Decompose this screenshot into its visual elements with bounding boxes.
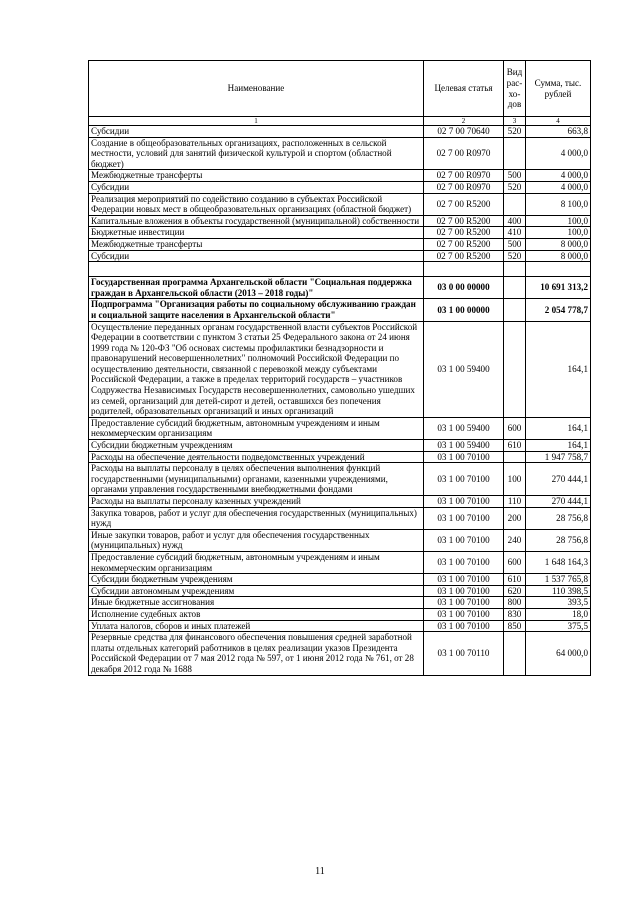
row-name: Государственная программа Архангельской области "Социальная поддержка граждан в Архангельской области (2013 – 2018 годы)" xyxy=(89,277,424,299)
table-row xyxy=(89,597,591,609)
row-kind xyxy=(504,451,526,463)
table-row xyxy=(89,215,591,227)
table-row xyxy=(89,507,591,529)
row-kind xyxy=(504,299,526,321)
row-name: Подпрограмма "Организация работы по социальному обслуживанию граждан и социальной защите населения в Архангельской области" xyxy=(89,299,424,321)
row-code: 03 1 00 70100 xyxy=(424,496,504,508)
row-sum: 270 444,1 xyxy=(526,463,591,496)
row-code: 02 7 00 R0970 xyxy=(424,137,504,170)
row-code: 03 1 00 70100 xyxy=(424,574,504,586)
row-kind: 500 xyxy=(504,238,526,250)
header-kind: Вид рас-хо-дов xyxy=(504,61,526,117)
row-name: Межбюджетные трансферты xyxy=(89,238,424,250)
row-sum: 1 648 164,3 xyxy=(526,551,591,573)
row-sum: 8 000,0 xyxy=(526,250,591,262)
row-code: 03 1 00 70100 xyxy=(424,608,504,620)
row-code: 02 7 00 R5200 xyxy=(424,227,504,239)
row-kind: 800 xyxy=(504,597,526,609)
table-row xyxy=(89,620,591,632)
row-name: Расходы на выплаты персоналу в целях обеспечения выполнения функций государственными (муниципальными) органами, казенными учреждениями, органами управления государственными внебюджетными фондами xyxy=(89,463,424,496)
row-code: 03 1 00 59400 xyxy=(424,321,504,417)
row-code: 03 1 00 70100 xyxy=(424,463,504,496)
row-kind xyxy=(504,277,526,299)
row-name: Уплата налогов, сборов и иных платежей xyxy=(89,620,424,632)
row-name: Субсидии бюджетным учреждениям xyxy=(89,574,424,586)
row-kind: 600 xyxy=(504,417,526,439)
table-row xyxy=(89,193,591,215)
row-name: Субсидии автономным учреждениям xyxy=(89,585,424,597)
header-code: Целевая статья xyxy=(424,61,504,117)
column-number-3: 3 xyxy=(504,117,526,126)
row-name: Субсидии бюджетным учреждениям xyxy=(89,440,424,452)
row-name: Субсидии xyxy=(89,181,424,193)
row-kind: 610 xyxy=(504,440,526,452)
row-code: 02 7 00 R5200 xyxy=(424,215,504,227)
row-kind: 100 xyxy=(504,463,526,496)
row-name: Реализация мероприятий по содействию созданию в субъектах Российской Федерации новых мест в общеобразовательных организациях (областной бюджет) xyxy=(89,193,424,215)
row-sum: 64 000,0 xyxy=(526,632,591,675)
table-row xyxy=(89,238,591,250)
row-name: Субсидии xyxy=(89,250,424,262)
column-number-2: 2 xyxy=(424,117,504,126)
row-sum: 2 054 778,7 xyxy=(526,299,591,321)
column-number-row xyxy=(89,117,591,126)
row-code: 03 1 00 70110 xyxy=(424,632,504,675)
row-code: 03 1 00 70100 xyxy=(424,597,504,609)
row-code: 03 0 00 00000 xyxy=(424,277,504,299)
table-row xyxy=(89,632,591,675)
table-row xyxy=(89,227,591,239)
row-sum: 393,5 xyxy=(526,597,591,609)
table-row xyxy=(89,463,591,496)
spacer-row xyxy=(89,262,591,277)
table-body xyxy=(89,126,591,676)
row-code: 03 1 00 59400 xyxy=(424,440,504,452)
row-kind: 410 xyxy=(504,227,526,239)
row-kind: 520 xyxy=(504,181,526,193)
row-kind: 500 xyxy=(504,170,526,182)
row-sum: 28 756,8 xyxy=(526,529,591,551)
row-sum: 1 947 758,7 xyxy=(526,451,591,463)
row-sum: 4 000,0 xyxy=(526,137,591,170)
row-sum: 164,1 xyxy=(526,417,591,439)
row-kind xyxy=(504,137,526,170)
row-name: Предоставление субсидий бюджетным, автономным учреждениям и иным некоммерческим организациям xyxy=(89,417,424,439)
table-row xyxy=(89,574,591,586)
row-kind: 200 xyxy=(504,507,526,529)
column-number-1: 1 xyxy=(89,117,424,126)
row-kind xyxy=(504,632,526,675)
row-name: Капитальные вложения в объекты государственной (муниципальной) собственности xyxy=(89,215,424,227)
row-name: Расходы на выплаты персоналу казенных учреждений xyxy=(89,496,424,508)
row-code: 03 1 00 00000 xyxy=(424,299,504,321)
row-code: 02 7 00 R5200 xyxy=(424,250,504,262)
table-row xyxy=(89,608,591,620)
row-kind xyxy=(504,321,526,417)
row-sum: 4 000,0 xyxy=(526,181,591,193)
row-kind: 610 xyxy=(504,574,526,586)
row-code xyxy=(424,262,504,277)
row-code: 02 7 00 R0970 xyxy=(424,170,504,182)
row-sum: 100,0 xyxy=(526,227,591,239)
row-sum: 270 444,1 xyxy=(526,496,591,508)
row-name: Расходы на обеспечение деятельности подведомственных учреждений xyxy=(89,451,424,463)
table-row xyxy=(89,529,591,551)
row-sum: 1 537 765,8 xyxy=(526,574,591,586)
row-kind: 240 xyxy=(504,529,526,551)
table-row xyxy=(89,181,591,193)
table-row xyxy=(89,299,591,321)
row-sum: 4 000,0 xyxy=(526,170,591,182)
row-name: Осуществление переданных органам государственной власти субъектов Российской Федерации в соответствии с пунктом 3 статьи 25 Федерального закона от 24 июня 1999 года № 120-ФЗ "Об основах системы профилактики безнадзорности и правонарушений несовершеннолетних" полномочий Российской Федерации по осуществлению деятельности, связанной с перевозкой между субъектами Российской Федерации, а также в пределах территорий государств – участников Содружества Независимых Государств несовершеннолетних, самовольно ушедших из семей, организаций для детей-сирот и детей, оставшихся без попечения родителей, образовательных организаций и иных организаций xyxy=(89,321,424,417)
row-kind: 620 xyxy=(504,585,526,597)
row-sum: 164,1 xyxy=(526,440,591,452)
row-sum: 8 100,0 xyxy=(526,193,591,215)
table-row xyxy=(89,277,591,299)
header-sum: Сумма, тыс. рублей xyxy=(526,61,591,117)
table-row xyxy=(89,250,591,262)
row-name: Бюджетные инвестиции xyxy=(89,227,424,239)
row-kind xyxy=(504,193,526,215)
row-code: 02 7 00 70640 xyxy=(424,126,504,138)
table-row xyxy=(89,137,591,170)
table-row xyxy=(89,551,591,573)
row-code: 02 7 00 R5200 xyxy=(424,238,504,250)
table-row xyxy=(89,321,591,417)
row-name: Исполнение судебных актов xyxy=(89,608,424,620)
row-sum: 10 691 313,2 xyxy=(526,277,591,299)
header-name: Наименование xyxy=(89,61,424,117)
row-sum: 100,0 xyxy=(526,215,591,227)
row-code: 03 1 00 70100 xyxy=(424,451,504,463)
row-kind: 110 xyxy=(504,496,526,508)
table-row xyxy=(89,170,591,182)
row-sum: 8 000,0 xyxy=(526,238,591,250)
table-row xyxy=(89,496,591,508)
row-name: Создание в общеобразовательных организациях, расположенных в сельской местности, условий для занятий физической культурой и спортом (областной бюджет) xyxy=(89,137,424,170)
row-name: Субсидии xyxy=(89,126,424,138)
page-number: 11 xyxy=(315,866,325,877)
row-code: 03 1 00 59400 xyxy=(424,417,504,439)
row-code: 03 1 00 70100 xyxy=(424,551,504,573)
row-name: Закупка товаров, работ и услуг для обеспечения государственных (муниципальных) нужд xyxy=(89,507,424,529)
row-sum: 110 398,5 xyxy=(526,585,591,597)
table-row xyxy=(89,126,591,138)
row-kind: 600 xyxy=(504,551,526,573)
row-code: 03 1 00 70100 xyxy=(424,620,504,632)
table-row xyxy=(89,440,591,452)
row-sum: 164,1 xyxy=(526,321,591,417)
row-code: 03 1 00 70100 xyxy=(424,529,504,551)
budget-table xyxy=(88,60,591,676)
row-name: Предоставление субсидий бюджетным, автономным учреждениям и иным некоммерческим организациям xyxy=(89,551,424,573)
column-number-4: 4 xyxy=(526,117,591,126)
table-row xyxy=(89,585,591,597)
row-code: 02 7 00 R0970 xyxy=(424,181,504,193)
row-sum xyxy=(526,262,591,277)
row-sum: 28 756,8 xyxy=(526,507,591,529)
row-kind: 830 xyxy=(504,608,526,620)
row-code: 03 1 00 70100 xyxy=(424,585,504,597)
row-code: 03 1 00 70100 xyxy=(424,507,504,529)
row-name: Иные закупки товаров, работ и услуг для обеспечения государственных (муниципальных) нужд xyxy=(89,529,424,551)
table-header-row xyxy=(89,61,591,117)
row-kind xyxy=(504,262,526,277)
row-sum: 375,5 xyxy=(526,620,591,632)
row-name: Межбюджетные трансферты xyxy=(89,170,424,182)
row-sum: 663,8 xyxy=(526,126,591,138)
row-kind: 400 xyxy=(504,215,526,227)
row-kind: 850 xyxy=(504,620,526,632)
table-row xyxy=(89,451,591,463)
row-code: 02 7 00 R5200 xyxy=(424,193,504,215)
row-sum: 18,0 xyxy=(526,608,591,620)
budget-page xyxy=(88,60,590,676)
row-kind: 520 xyxy=(504,250,526,262)
row-name xyxy=(89,262,424,277)
table-row xyxy=(89,417,591,439)
row-name: Резервные средства для финансового обеспечения повышения средней заработной платы отдельных категорий работников в целях реализации указов Президента Российской Федерации от 7 мая 2012 года № 597, от 1 июня 2012 года № 761, от 28 декабря 2012 года № 1688 xyxy=(89,632,424,675)
row-kind: 520 xyxy=(504,126,526,138)
row-name: Иные бюджетные ассигнования xyxy=(89,597,424,609)
